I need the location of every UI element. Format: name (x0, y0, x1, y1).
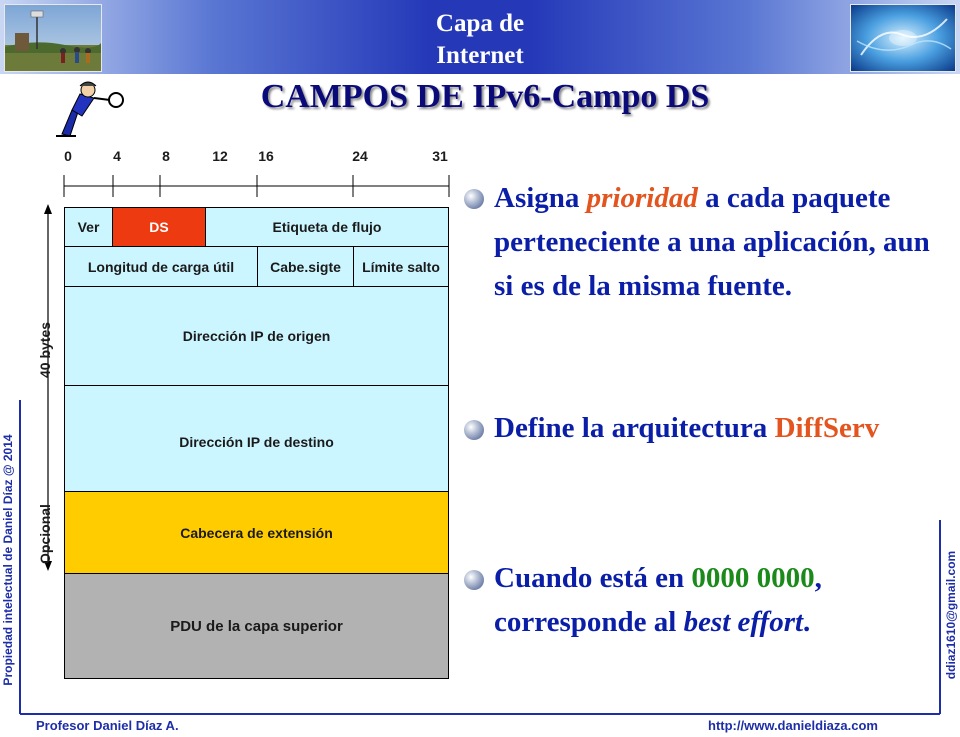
bit-tick-label: 8 (162, 148, 170, 164)
bullet-2-part-2: DiffServ (774, 412, 880, 444)
field-ds-label: DS (149, 219, 169, 235)
bullet-1-part-1: Asigna (494, 182, 587, 214)
bullet-1-part-3: a cada paquete perteneciente a una aplicación, aun si es de la misma fuente. (494, 182, 930, 302)
header-title-line2: Internet (436, 42, 524, 69)
field-upper-layer-pdu-label: PDU de la capa superior (170, 617, 343, 635)
field-source-address-label: Dirección IP de origen (182, 328, 331, 344)
copyright-vertical-label: Propiedad intelectual de Daniel Díaz @ 2014 (1, 434, 15, 686)
slide-title: CAMPOS DE IPv6-Campo DS (260, 78, 710, 115)
bullet-3-part-1: Cuando está en (494, 562, 692, 594)
email-vertical-label: ddiaz1610@gmail.com (944, 550, 958, 680)
bit-tick-label: 16 (258, 148, 274, 164)
bullet-3-part-3: , corresponde al (494, 562, 822, 638)
bytes-label: 40 bytes (37, 321, 53, 379)
bullet-3-part-2: 0000 0000 (691, 562, 815, 594)
bullet-1-part-2: prioridad (586, 182, 698, 214)
field-flow-label-text: Etiqueta de flujo (272, 219, 382, 235)
field-extension-header-label: Cabecera de extensión (180, 524, 333, 541)
bit-tick-label: 4 (113, 148, 121, 164)
bullet-3-part-5: . (803, 606, 811, 638)
field-destination-address-label: Dirección IP de destino (179, 433, 334, 450)
bit-tick-label: 31 (432, 148, 448, 164)
bit-tick-label: 0 (64, 148, 72, 164)
bullet-3-part-4: best effort (683, 606, 804, 638)
field-hop-limit-label: Límite salto (362, 258, 440, 275)
footer-url[interactable]: http://www.danieldiaza.com (708, 718, 878, 733)
bit-tick-label: 24 (352, 148, 368, 164)
field-payload-length-label: Longitud de carga útil (87, 258, 235, 275)
field-version-label: Ver (77, 219, 100, 235)
bullet-2-part-1: Define la arquitectura (494, 412, 775, 444)
footer-author: Profesor Daniel Díaz A. (36, 718, 179, 733)
field-next-header-label: Cabe.sigte (270, 258, 341, 275)
optional-label: Opcional (37, 504, 53, 564)
bit-tick-label: 12 (212, 148, 228, 164)
header-title-line1: Capa de (435, 10, 525, 37)
